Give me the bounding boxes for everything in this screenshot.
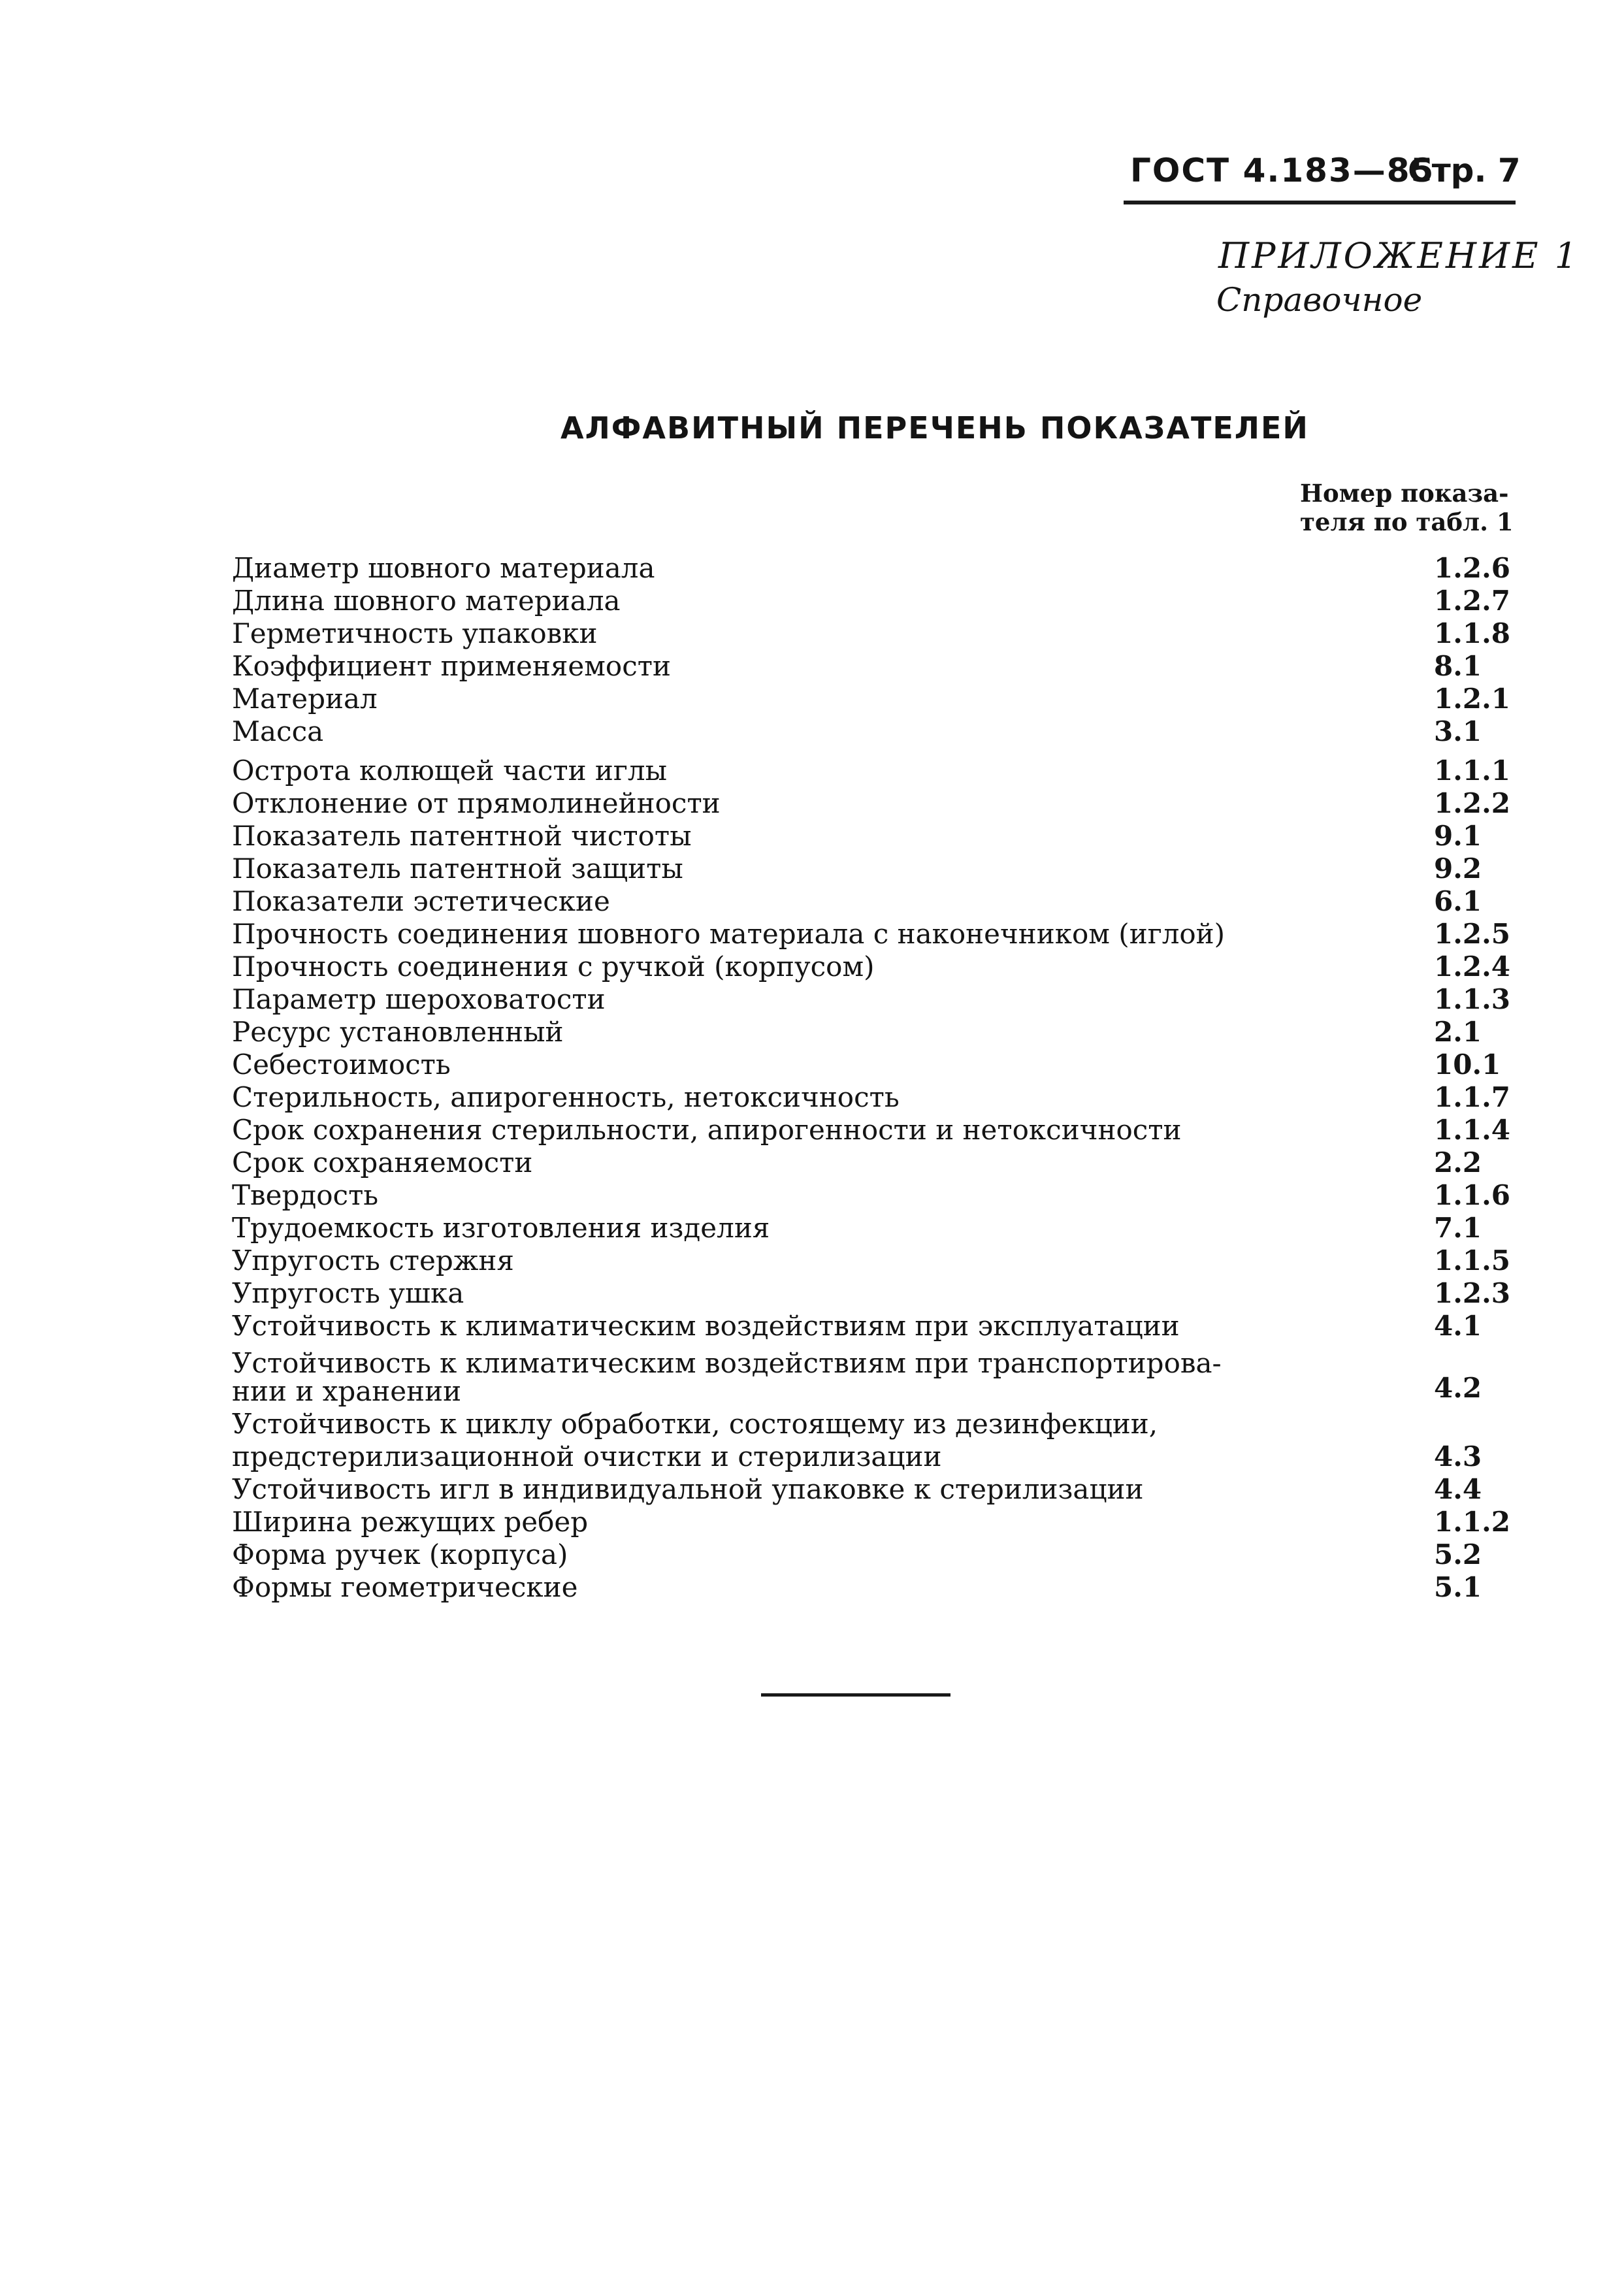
entry-name: Ширина режущих ребер [232, 1506, 589, 1538]
end-rule [761, 1693, 950, 1697]
entry-name: Показатель патентной чистоты [232, 820, 692, 852]
entry-name: Диаметр шовного материала [232, 552, 655, 584]
entry-name: Устойчивость игл в индивидуальной упаковке к стерилизации [232, 1473, 1144, 1505]
entry-number: 2.1 [1434, 1016, 1482, 1048]
entry-number: 1.1.8 [1434, 617, 1510, 649]
entry-number: 1.2.1 [1434, 683, 1510, 715]
entry-number: 1.1.6 [1434, 1179, 1510, 1211]
entry-name: Материал [232, 683, 378, 715]
entry-name: Герметичность упаковки [232, 617, 598, 649]
entry-name: Параметр шероховатости [232, 983, 606, 1015]
entry-name: Показатели эстетические [232, 885, 610, 917]
entry-name: Острота колющей части иглы [232, 755, 668, 787]
column-header-line1: Номер показа- [1300, 479, 1509, 508]
entry-name: Твердость [232, 1179, 379, 1211]
entry-name: Упругость стержня [232, 1244, 514, 1277]
entry-number: 1.1.5 [1434, 1244, 1510, 1277]
appendix-title: ПРИЛОЖЕНИЕ 1 [1218, 235, 1580, 276]
entry-name-continuation: предстерилизационной очистки и стерилизации [232, 1440, 942, 1472]
entry-number: 1.1.3 [1434, 983, 1510, 1015]
entry-number: 5.2 [1434, 1538, 1482, 1570]
entry-number: 3.1 [1434, 715, 1482, 747]
entry-name: Формы геометрические [232, 1571, 578, 1603]
entry-number: 1.2.6 [1434, 552, 1510, 584]
entry-number: 1.2.3 [1434, 1277, 1510, 1309]
entry-name: Упругость ушка [232, 1277, 464, 1309]
document-code: ГОСТ 4.183—85 [1130, 152, 1435, 189]
entry-number: 4.1 [1434, 1310, 1482, 1342]
entry-name: Отклонение от прямолинейности [232, 787, 721, 819]
entry-name: Себестоимость [232, 1049, 451, 1081]
entry-name: Прочность соединения с ручкой (корпусом) [232, 951, 875, 983]
entry-name: Трудоемкость изготовления изделия [232, 1212, 770, 1244]
entry-number: 9.2 [1434, 853, 1482, 885]
entry-name: Устойчивость к климатическим воздействиям при эксплуатации [232, 1310, 1180, 1342]
entry-number: 1.1.1 [1434, 755, 1510, 787]
entry-number: 2.2 [1434, 1146, 1482, 1179]
entry-number: 8.1 [1434, 650, 1482, 682]
entry-number: 7.1 [1434, 1212, 1482, 1244]
entry-name: Ресурс установленный [232, 1016, 564, 1048]
page-title: АЛФАВИТНЫЙ ПЕРЕЧЕНЬ ПОКАЗАТЕЛЕЙ [560, 410, 1309, 446]
entry-number: 4.2 [1434, 1372, 1482, 1404]
entry-name: Срок сохранения стерильности, апирогенности и нетоксичности [232, 1114, 1182, 1146]
entry-number: 1.2.7 [1434, 585, 1510, 617]
page-number: Стр. 7 [1408, 152, 1521, 189]
entry-name: Устойчивость к циклу обработки, состоящему из дезинфекции, [232, 1408, 1158, 1440]
entry-number: 10.1 [1434, 1049, 1501, 1081]
entry-number: 4.3 [1434, 1440, 1482, 1472]
column-header-line2: теля по табл. 1 [1300, 508, 1514, 536]
entry-name: Масса [232, 715, 324, 747]
entry-number: 1.2.2 [1434, 787, 1510, 819]
entry-name: Устойчивость к климатическим воздействиям при транспортирова- [232, 1347, 1222, 1379]
entry-name: Форма ручек (корпуса) [232, 1538, 568, 1570]
entry-name: Срок сохраняемости [232, 1146, 533, 1179]
entry-name: Стерильность, апирогенность, нетоксичность [232, 1081, 900, 1113]
appendix-subtitle: Справочное [1216, 281, 1423, 319]
entry-number: 1.2.5 [1434, 918, 1510, 950]
entry-number: 4.4 [1434, 1473, 1482, 1505]
entry-name: Прочность соединения шовного материала с наконечником (иглой) [232, 918, 1226, 950]
entry-number: 1.1.7 [1434, 1081, 1510, 1113]
entry-number: 5.1 [1434, 1571, 1482, 1603]
entry-number: 9.1 [1434, 820, 1482, 852]
entry-name: Показатель патентной защиты [232, 853, 683, 885]
entry-number: 6.1 [1434, 885, 1482, 917]
entry-name-continuation: нии и хранении [232, 1375, 462, 1407]
entry-number: 1.1.2 [1434, 1506, 1510, 1538]
entry-name: Длина шовного материала [232, 585, 621, 617]
entry-name: Коэффициент применяемости [232, 650, 671, 682]
entry-number: 1.1.4 [1434, 1114, 1510, 1146]
entry-number: 1.2.4 [1434, 951, 1510, 983]
